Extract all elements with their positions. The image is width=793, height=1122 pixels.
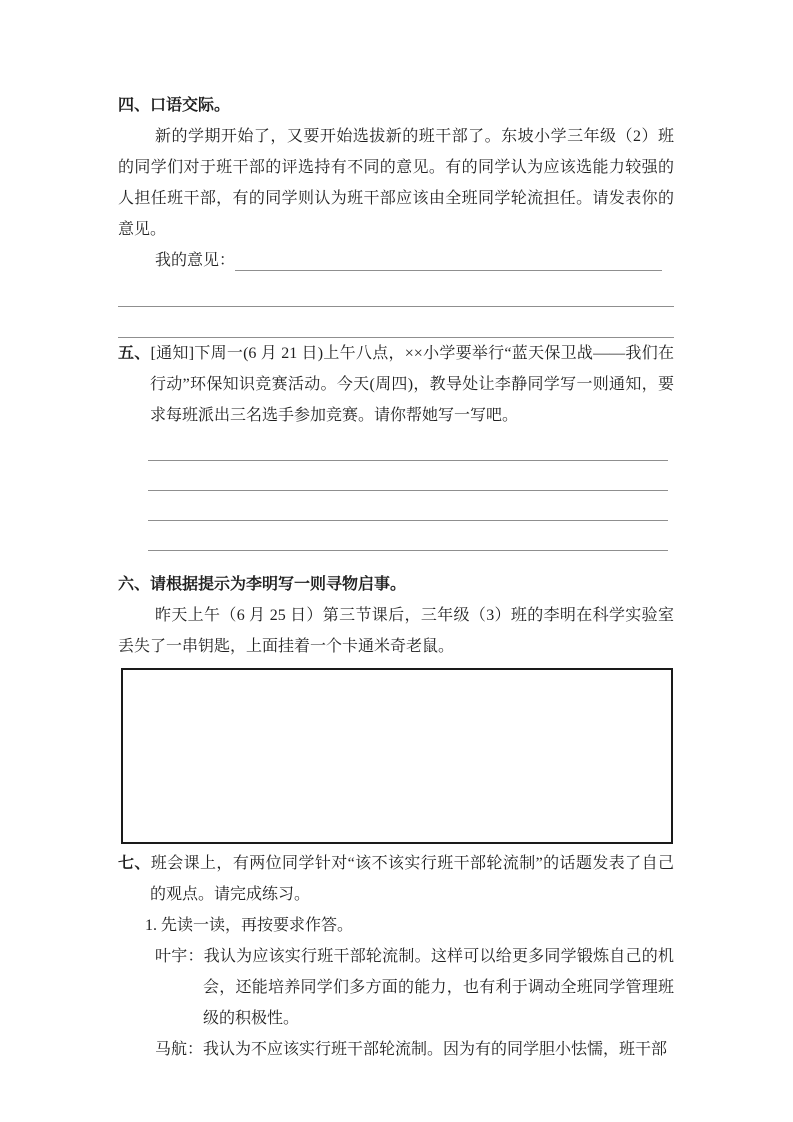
section-seven-item-1: 1. 先读一读，再按要求作答。 [145, 917, 354, 934]
answer-line [148, 521, 668, 551]
speaker-block-mahang [155, 1034, 674, 1065]
section-seven-number: 七、 [118, 855, 151, 872]
speaker-name: 叶宇： [155, 948, 204, 965]
speaker-block-yeyu [155, 941, 674, 1034]
answer-line [118, 307, 674, 338]
section-four-body: 新的学期开始了，又要开始选拔新的班干部了。东坡小学三年级（2）班的同学们对于班干部的评选持有不同的意见。有的同学认为应该选能力较强的人担任班干部，有的同学则认为班干部应该由全班同学轮流担任。请发表你的意见。 [118, 128, 674, 238]
answer-line [148, 431, 668, 461]
notice-answer-lines [148, 431, 668, 551]
lost-notice-answer-box [121, 668, 673, 844]
my-opinion-answer-line [235, 245, 662, 271]
section-four-title: 口语交际。 [150, 97, 231, 114]
section-five-body: [通知]下周一(6 月 21 日)上午八点，××小学要举行“蓝天保卫战——我们在行动”环保知识竞赛活动。今天(周四)，教导处让李静同学写一则通知，要求每班派出三名选手参加竞赛。请你帮她写一写吧。 [150, 345, 674, 424]
speaker-text: 我认为应该实行班干部轮流制。这样可以给更多同学锻炼自己的机会，还能培养同学们多方面的能力，也有利于调动全班同学管理班级的积极性。 [203, 948, 674, 1027]
section-six-body: 昨天上午（6 月 25 日）第三节课后，三年级（3）班的李明在科学实验室丢失了一串钥匙，上面挂着一个卡通米奇老鼠。 [118, 607, 674, 655]
section-seven-paragraph [118, 848, 674, 910]
section-six-number: 六、 [118, 576, 151, 593]
section-six-heading [118, 569, 674, 600]
my-opinion-row [155, 245, 674, 276]
section-six-title: 请根据提示为李明写一则寻物启事。 [150, 576, 407, 593]
section-seven-body: 班会课上，有两位同学针对“该不该实行班干部轮流制”的话题发表了自己的观点。请完成练习。 [150, 855, 674, 903]
section-four-number: 四、 [118, 97, 151, 114]
answer-line [148, 491, 668, 521]
section-five-number: 五、 [118, 345, 151, 362]
worksheet-content [118, 90, 674, 1065]
section-four-heading [118, 90, 674, 121]
answer-line [148, 461, 668, 491]
section-five-paragraph [118, 338, 674, 431]
speaker-text: 我认为不应该实行班干部轮流制。因为有的同学胆小怯懦，班干部 [203, 1041, 668, 1058]
speaker-name: 马航： [155, 1041, 204, 1058]
my-opinion-label: 我的意见： [155, 252, 236, 269]
answer-line [118, 276, 674, 307]
